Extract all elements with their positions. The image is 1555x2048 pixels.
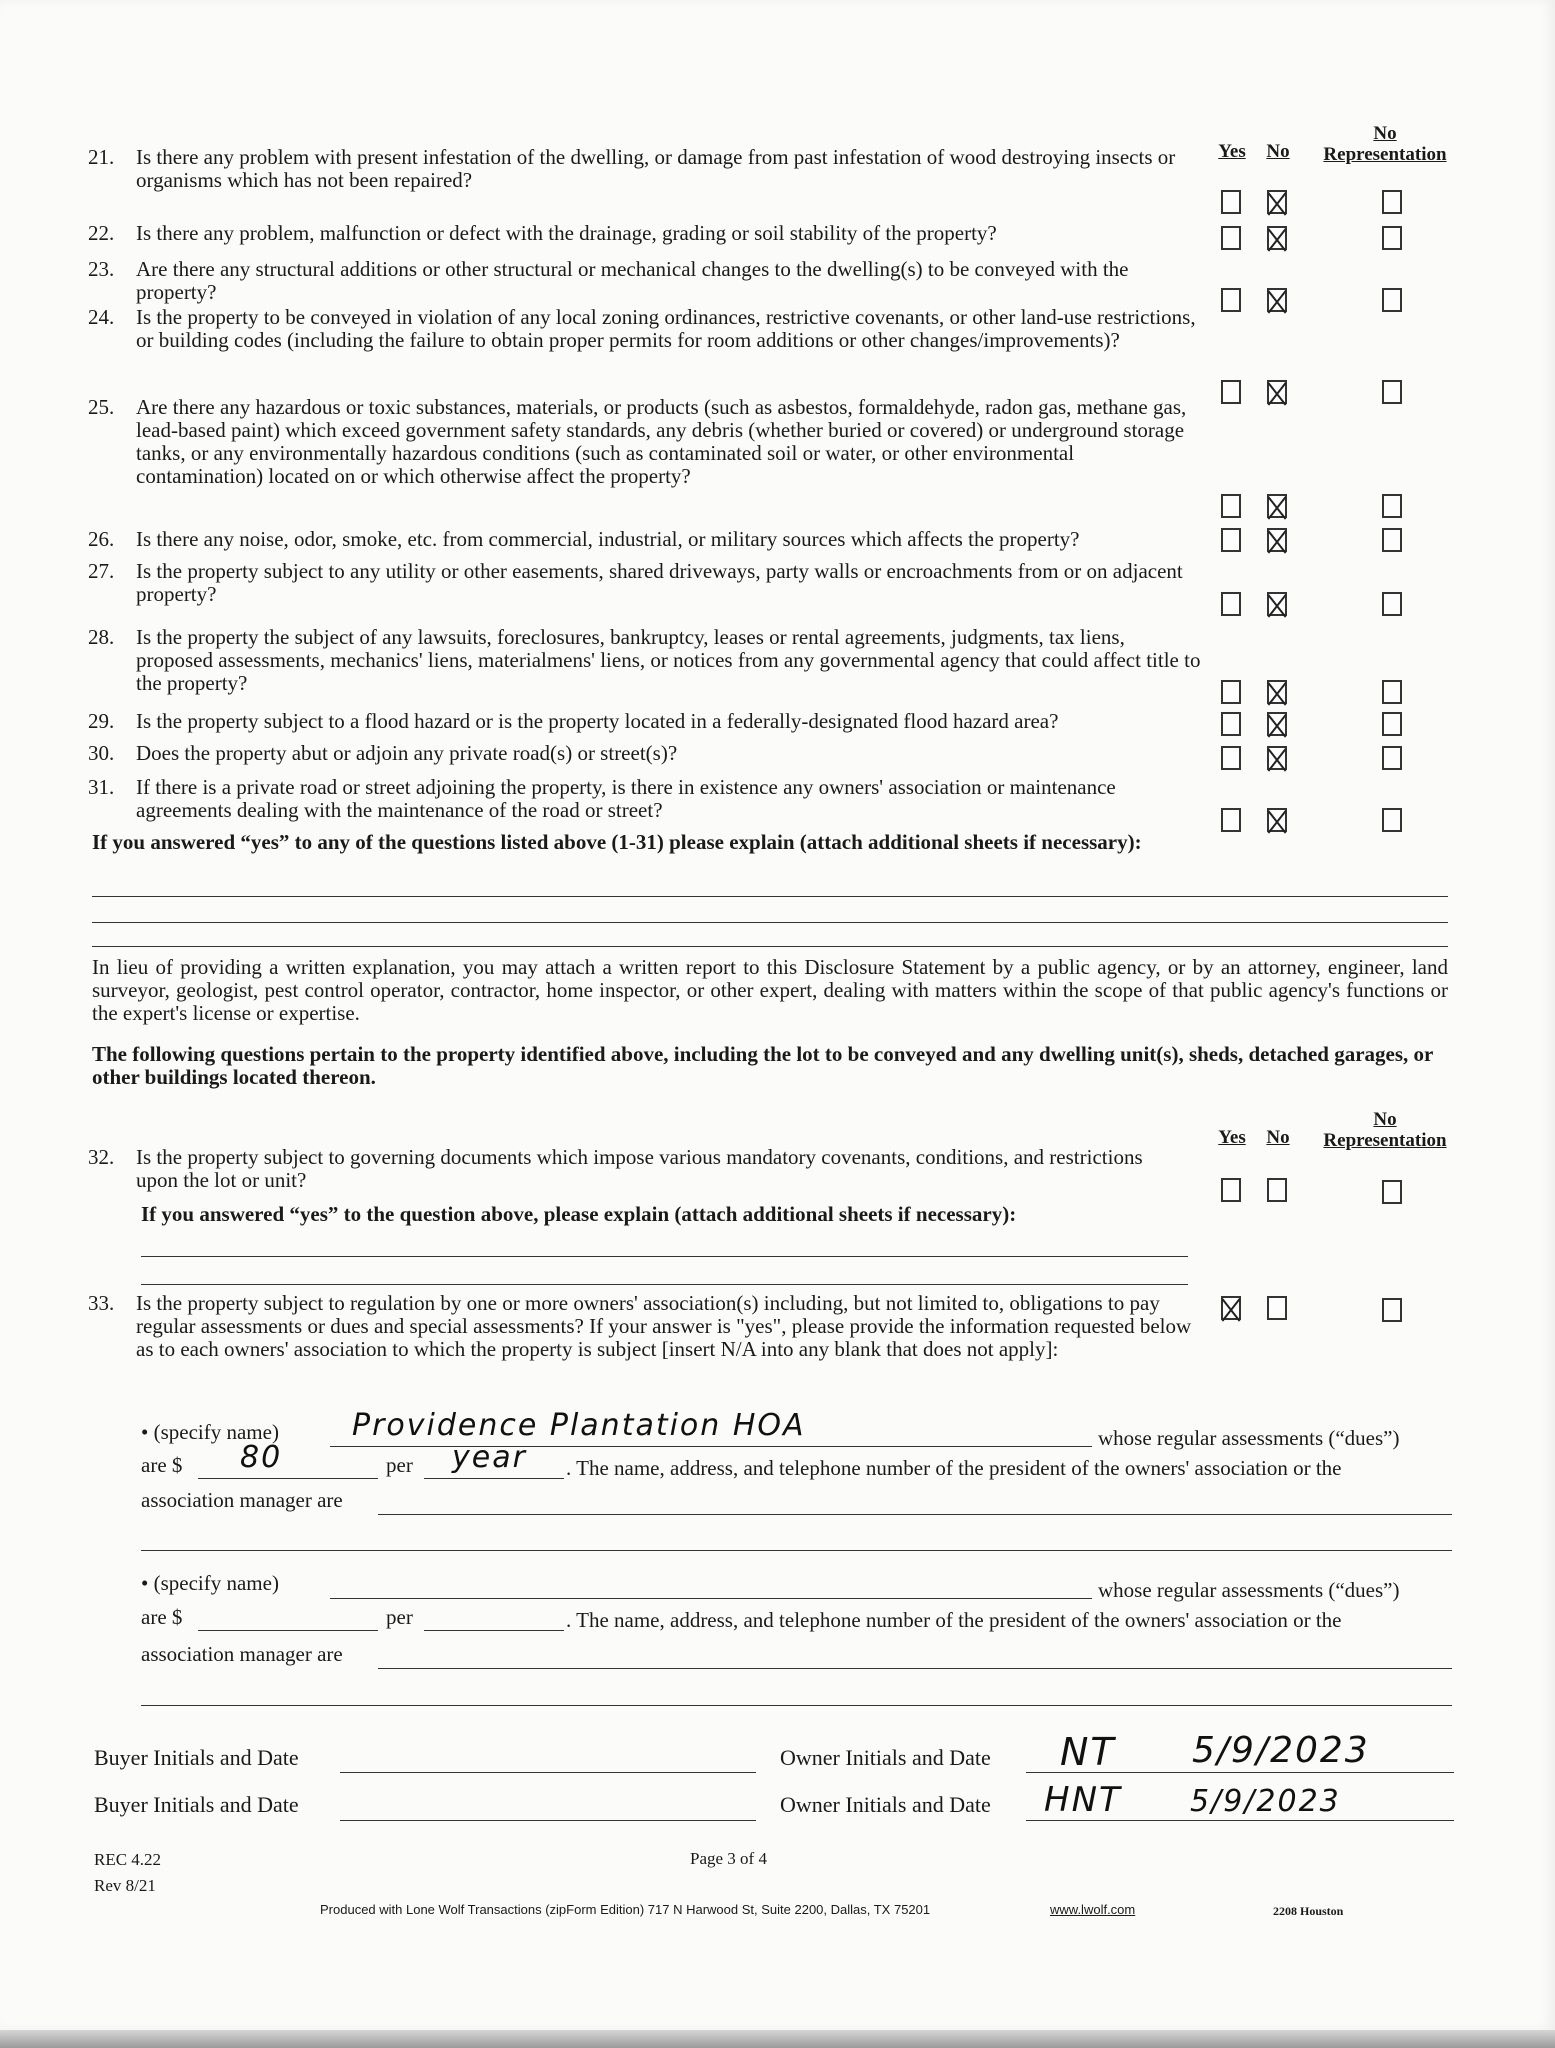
buyer-initials-line-2[interactable] <box>340 1820 756 1821</box>
col-no-header-2: No <box>1266 1127 1290 1148</box>
page-bottom-edge <box>0 2030 1555 2048</box>
q32-explain-line-1[interactable] <box>141 1256 1188 1257</box>
q23-yes-checkbox[interactable] <box>1221 288 1241 312</box>
explain-line-3[interactable] <box>92 946 1448 947</box>
question-number: 26. <box>88 527 115 551</box>
question-text: Is the property subject to regulation by one or more owners' association(s) including, but not limited to, obligations to pay regular assessments or dues and special assessments? If your answer is "yes", please provide the information requested below as to each owners' association to which the property is subject [insert N/A into any blank that does not apply]: <box>136 1291 1192 1361</box>
question-number: 29. <box>88 709 115 733</box>
q33-yes-checkbox[interactable] <box>1221 1296 1241 1320</box>
q30-no-checkbox[interactable] <box>1267 746 1287 770</box>
assoc1-president-text: . The name, address, and telephone number of the president of the owners' association or the <box>566 1456 1342 1480</box>
q28-norep-checkbox[interactable] <box>1382 680 1402 704</box>
form-revision: Rev 8/21 <box>94 1876 156 1895</box>
question-number: 23. <box>88 257 115 281</box>
explain-line-2[interactable] <box>92 922 1448 923</box>
q23-no-checkbox[interactable] <box>1267 288 1287 312</box>
question-33 <box>88 1292 1198 1392</box>
question-text: Is the property the subject of any lawsuits, foreclosures, bankruptcy, leases or rental agreements, judgments, tax liens, proposed assessments, mechanics' liens, materialmens' liens, or notices from any governmental agency that could affect title to the property? <box>136 625 1201 695</box>
q23-norep-checkbox[interactable] <box>1382 288 1402 312</box>
question-27 <box>88 560 1198 610</box>
q32-yes-checkbox[interactable] <box>1221 1178 1241 1202</box>
assoc1-dues-line <box>198 1478 378 1479</box>
question-number: 30. <box>88 741 115 765</box>
owner2-date[interactable]: 5/9/2023 <box>1190 1784 1341 1819</box>
question-23 <box>88 258 1198 308</box>
q27-yes-checkbox[interactable] <box>1221 592 1241 616</box>
q22-no-checkbox[interactable] <box>1267 226 1287 250</box>
question-text: Does the property abut or adjoin any private road(s) or street(s)? <box>136 741 678 765</box>
page-number: Page 3 of 4 <box>690 1849 767 1868</box>
assoc2-name-line[interactable] <box>330 1598 1092 1599</box>
question-text: Is the property subject to governing documents which impose various mandatory covenants, conditions, and restrictions upon the lot or unit? <box>136 1145 1143 1192</box>
col-yes-header: Yes <box>1218 141 1246 162</box>
q26-norep-checkbox[interactable] <box>1382 528 1402 552</box>
question-text: Is the property to be conveyed in violation of any local zoning ordinances, restrictive covenants, or other land-use restrictions, or building codes (including the failure to obtain proper permits for room additions or other changes/improvements)? <box>136 305 1196 352</box>
lieu-paragraph: In lieu of providing a written explanation, you may attach a written report to this Disclosure Statement by a public agency, or by an attorney, engineer, land surveyor, geologist, pest control operator, contractor, home inspector, or other expert, dealing with matters within the scope of that public agency's functions or the expert's license or expertise. <box>92 955 1448 1025</box>
assoc1-specify-label: • (specify name) <box>141 1420 279 1444</box>
assoc1-period-field[interactable]: year <box>452 1440 527 1475</box>
owner-initials-label-2: Owner Initials and Date <box>780 1792 991 1817</box>
q24-no-checkbox[interactable] <box>1267 380 1287 404</box>
question-28 <box>88 625 1201 700</box>
assoc2-specify-label: • (specify name) <box>141 1571 279 1595</box>
owner-initials-line-1 <box>1026 1772 1454 1773</box>
q24-yes-checkbox[interactable] <box>1221 380 1241 404</box>
buyer-initials-label-1: Buyer Initials and Date <box>94 1745 299 1770</box>
q29-norep-checkbox[interactable] <box>1382 712 1402 736</box>
question-text: Is there any noise, odor, smoke, etc. from commercial, industrial, or military sources which affects the property? <box>136 527 1080 551</box>
q22-norep-checkbox[interactable] <box>1382 226 1402 250</box>
col-norep-header-2: Representation <box>1323 144 1447 165</box>
q29-yes-checkbox[interactable] <box>1221 712 1241 736</box>
q25-yes-checkbox[interactable] <box>1221 494 1241 518</box>
question-31 <box>88 776 1198 826</box>
q33-no-checkbox[interactable] <box>1267 1296 1287 1320</box>
q26-yes-checkbox[interactable] <box>1221 528 1241 552</box>
form-code: REC 4.22 <box>94 1850 162 1869</box>
assoc2-manager-label: association manager are <box>141 1642 343 1666</box>
assoc1-period-line <box>424 1478 564 1479</box>
q30-norep-checkbox[interactable] <box>1382 746 1402 770</box>
assoc1-extra-line[interactable] <box>141 1550 1452 1551</box>
q31-no-checkbox[interactable] <box>1267 808 1287 832</box>
following-paragraph: The following questions pertain to the property identified above, including the lot to be conveyed and any dwelling unit(s), sheds, detached garages, or other buildings located thereon. <box>92 1042 1433 1089</box>
question-number: 33. <box>88 1291 115 1315</box>
q32-no-checkbox[interactable] <box>1267 1178 1287 1202</box>
q21-norep-checkbox[interactable] <box>1382 190 1402 214</box>
question-text: Is the property subject to a flood hazard or is the property located in a federally-designated flood hazard area? <box>136 709 1059 733</box>
assoc2-president-text: . The name, address, and telephone number of the president of the owners' association or the <box>566 1608 1342 1632</box>
buyer-initials-label-2: Buyer Initials and Date <box>94 1792 299 1817</box>
q29-no-checkbox[interactable] <box>1267 712 1287 736</box>
q31-yes-checkbox[interactable] <box>1221 808 1241 832</box>
assoc1-manager-line[interactable] <box>378 1514 1452 1515</box>
produced-by: Produced with Lone Wolf Transactions (zipForm Edition) 717 N Harwood St, Suite 2200, Dallas, TX 75201 <box>320 1902 931 1917</box>
assoc2-dues-line[interactable] <box>198 1630 378 1631</box>
assoc2-per-label: per <box>386 1605 413 1629</box>
assoc2-are-label: are $ <box>141 1605 183 1629</box>
q21-no-checkbox[interactable] <box>1267 190 1287 214</box>
q28-yes-checkbox[interactable] <box>1221 680 1241 704</box>
question-number: 27. <box>88 559 115 583</box>
col-norep-header-2b: Representation <box>1323 1130 1447 1151</box>
question-30 <box>88 742 1198 768</box>
q26-no-checkbox[interactable] <box>1267 528 1287 552</box>
owner2-initials[interactable]: HNT <box>1044 1780 1122 1820</box>
assoc2-extra-line[interactable] <box>141 1705 1452 1706</box>
question-21 <box>88 146 1198 196</box>
question-text: Are there any structural additions or other structural or mechanical changes to the dwelling(s) to be conveyed with the property? <box>136 257 1129 304</box>
website-link[interactable]: www.lwolf.com <box>1050 1902 1136 1917</box>
owner-initials-label-1: Owner Initials and Date <box>780 1745 991 1770</box>
col-no-header: No <box>1266 141 1290 162</box>
owner-initials-line-2 <box>1026 1820 1454 1821</box>
assoc2-manager-line[interactable] <box>378 1668 1452 1669</box>
property-reference: 2208 Houston <box>1273 1904 1344 1918</box>
question-22 <box>88 222 1198 248</box>
q32-norep-checkbox[interactable] <box>1382 1180 1402 1204</box>
assoc2-whose-label: whose regular assessments (“dues”) <box>1098 1578 1400 1602</box>
q25-no-checkbox[interactable] <box>1267 494 1287 518</box>
question-number: 24. <box>88 305 115 329</box>
assoc1-name-field[interactable]: Providence Plantation HOA <box>352 1408 806 1443</box>
owner1-date[interactable]: 5/9/2023 <box>1192 1730 1370 1771</box>
q30-yes-checkbox[interactable] <box>1221 746 1241 770</box>
q31-norep-checkbox[interactable] <box>1382 808 1402 832</box>
q32-explain-instruction: If you answered “yes” to the question above, please explain (attach additional sheets if necessary): <box>141 1202 1017 1226</box>
q27-norep-checkbox[interactable] <box>1382 592 1402 616</box>
q28-no-checkbox[interactable] <box>1267 680 1287 704</box>
q32-explain-line-2[interactable] <box>141 1284 1188 1285</box>
question-29 <box>88 710 1198 736</box>
assoc1-name-line <box>330 1446 1092 1447</box>
q22-yes-checkbox[interactable] <box>1221 226 1241 250</box>
question-number: 32. <box>88 1145 115 1169</box>
col-norep-header-2a: No <box>1373 1109 1397 1130</box>
explain-instruction: If you answered “yes” to any of the questions listed above (1-31) please explain (attach additional sheets if necessary): <box>92 830 1142 854</box>
q21-yes-checkbox[interactable] <box>1221 190 1241 214</box>
question-number: 25. <box>88 395 115 419</box>
question-text: Are there any hazardous or toxic substances, materials, or products (such as asbestos, formaldehyde, radon gas, methane gas, lead-based paint) which exceed government safety standards, any debris (whether buried or covered) or underground storage tanks, or any environmentally hazardous conditions (such as contaminated soil or water, or other environmental contamination) located on or which otherwise affect the property? <box>136 395 1187 488</box>
buyer-initials-line-1[interactable] <box>340 1772 756 1773</box>
explain-line-1[interactable] <box>92 896 1448 897</box>
question-number: 28. <box>88 625 115 649</box>
question-number: 31. <box>88 775 115 799</box>
question-text: Is there any problem with present infestation of the dwelling, or damage from past infestation of wood destroying insects or organisms which has not been repaired? <box>136 145 1176 192</box>
question-32 <box>88 1146 1198 1196</box>
assoc2-period-line[interactable] <box>424 1630 564 1631</box>
question-text: Is there any problem, malfunction or defect with the drainage, grading or soil stability of the property? <box>136 221 997 245</box>
assoc1-per-label: per <box>386 1453 413 1477</box>
question-number: 21. <box>88 145 115 169</box>
col-norep-header-1: No <box>1373 123 1397 144</box>
assoc1-manager-label: association manager are <box>141 1488 343 1512</box>
question-25 <box>88 396 1198 512</box>
assoc1-are-label: are $ <box>141 1453 183 1477</box>
question-text: Is the property subject to any utility or other easements, shared driveways, party walls or encroachments from or on adjacent property? <box>136 559 1183 606</box>
q33-norep-checkbox[interactable] <box>1382 1298 1402 1322</box>
owner1-initials[interactable]: NT <box>1060 1730 1116 1774</box>
q24-norep-checkbox[interactable] <box>1382 380 1402 404</box>
col-yes-header-2: Yes <box>1218 1127 1246 1148</box>
q27-no-checkbox[interactable] <box>1267 592 1287 616</box>
question-number: 22. <box>88 221 115 245</box>
q25-norep-checkbox[interactable] <box>1382 494 1402 518</box>
question-26 <box>88 528 1198 554</box>
question-24 <box>88 306 1198 380</box>
assoc1-dues-field[interactable]: 80 <box>240 1440 283 1475</box>
assoc1-whose-label: whose regular assessments (“dues”) <box>1098 1426 1400 1450</box>
question-text: If there is a private road or street adjoining the property, is there in existence any owners' association or maintenance agreements dealing with the maintenance of the road or street? <box>136 775 1116 822</box>
